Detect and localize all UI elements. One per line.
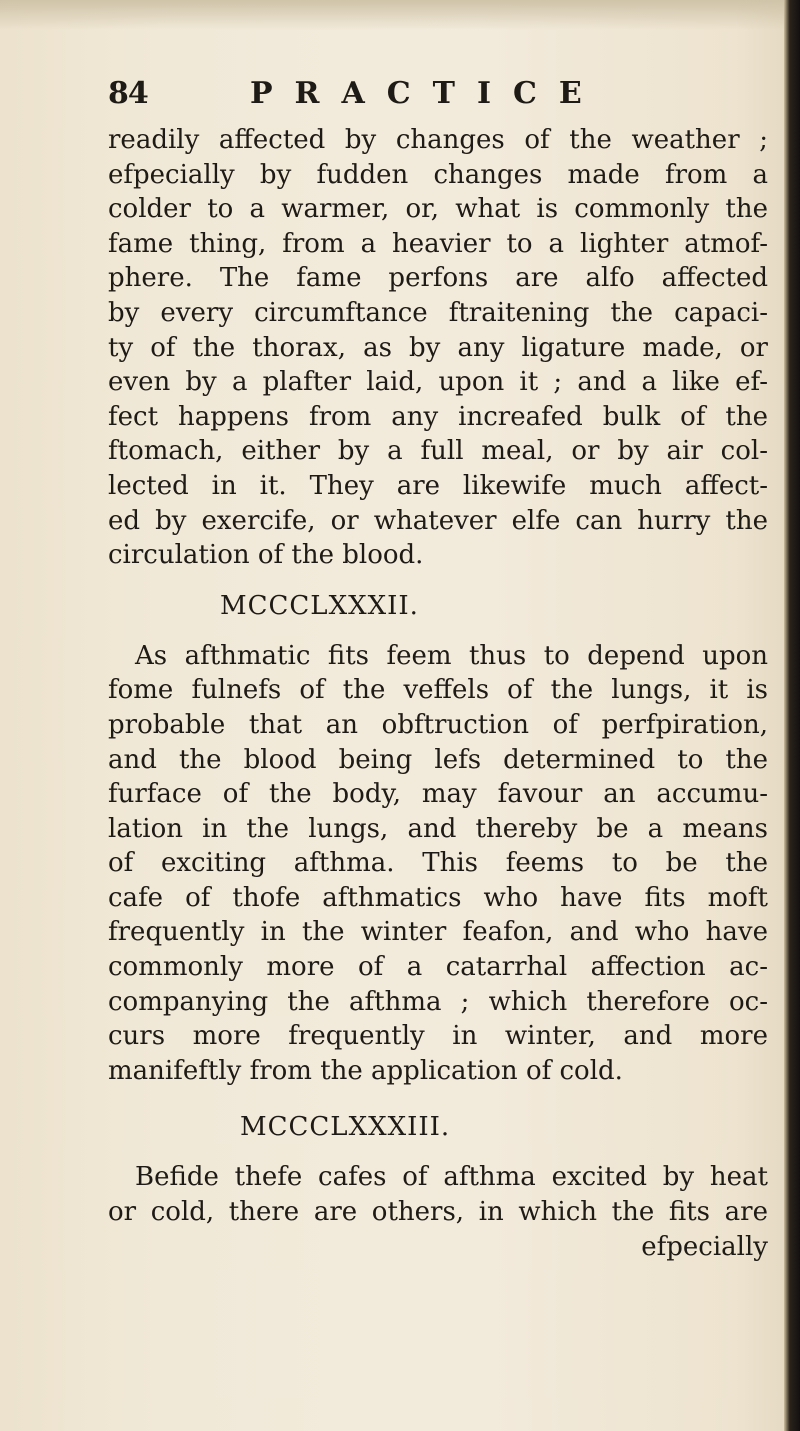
section-heading: MCCCLXXXIII. xyxy=(240,1112,451,1143)
text-line: probable that an obftruction of perfpiration, xyxy=(108,709,768,740)
text-line: lected in it. They are likewife much affect- xyxy=(108,470,768,501)
running-head: PRACTICE xyxy=(250,76,604,111)
text-line: lation in the lungs, and thereby be a means xyxy=(108,813,768,844)
text-line: circulation of the blood. xyxy=(108,540,424,571)
text-line: fect happens from any increafed bulk of the xyxy=(108,401,768,432)
text-line: commonly more of a catarrhal affection ac- xyxy=(108,952,768,983)
text-line: furface of the body, may favour an accumu- xyxy=(108,779,768,810)
text-line: fame thing, from a heavier to a lighter atmof- xyxy=(108,228,768,259)
text-line: phere. The fame perfons are alfo affected xyxy=(108,263,768,294)
text-line: readily affected by changes of the weather ; xyxy=(108,125,768,155)
paragraph-2 xyxy=(108,639,768,1089)
text-line: ty of the thorax, as by any ligature made, or xyxy=(108,332,768,363)
text-line: companying the afthma ; which therefore oc- xyxy=(108,986,768,1017)
text-line: even by a plafter laid, upon it ; and a like ef- xyxy=(108,367,768,398)
paragraph-1 xyxy=(108,123,768,573)
text-line: or cold, there are others, in which the fits are xyxy=(108,1197,768,1228)
body-text xyxy=(108,123,768,1264)
section-heading: MCCCLXXXII. xyxy=(220,590,419,621)
page-number: 84 xyxy=(108,76,148,111)
page-header xyxy=(108,72,768,122)
text-line: cafe of thofe afthmatics who have fits moft xyxy=(108,882,768,913)
text-line: frequently in the winter feafon, and who have xyxy=(108,917,768,948)
text-line: ed by exercife, or whatever elfe can hurry the xyxy=(108,505,768,536)
page-top-shadow xyxy=(0,0,800,30)
text-line: efpecially by fudden changes made from a xyxy=(108,159,768,190)
text-line: Befide thefe cafes of afthma excited by heat xyxy=(135,1162,768,1193)
text-line: As afthmatic fits feem thus to depend upon xyxy=(135,640,768,671)
text-line: and the blood being lefs determined to the xyxy=(108,744,768,775)
text-line: fome fulnefs of the veffels of the lungs, it is xyxy=(108,675,768,706)
text-line: by every circumftance ftraitening the capaci- xyxy=(108,297,768,328)
paragraph-3 xyxy=(108,1160,768,1264)
page-right-edge xyxy=(784,0,800,1431)
text-line: of exciting afthma. This feems to be the xyxy=(108,848,768,879)
text-line: ftomach, either by a full meal, or by air col- xyxy=(108,436,768,467)
text-line: curs more frequently in winter, and more xyxy=(108,1021,768,1052)
text-line: manifeftly from the application of cold. xyxy=(108,1055,623,1086)
catchword: efpecially xyxy=(641,1231,768,1262)
text-line: colder to a warmer, or, what is commonly the xyxy=(108,194,768,225)
